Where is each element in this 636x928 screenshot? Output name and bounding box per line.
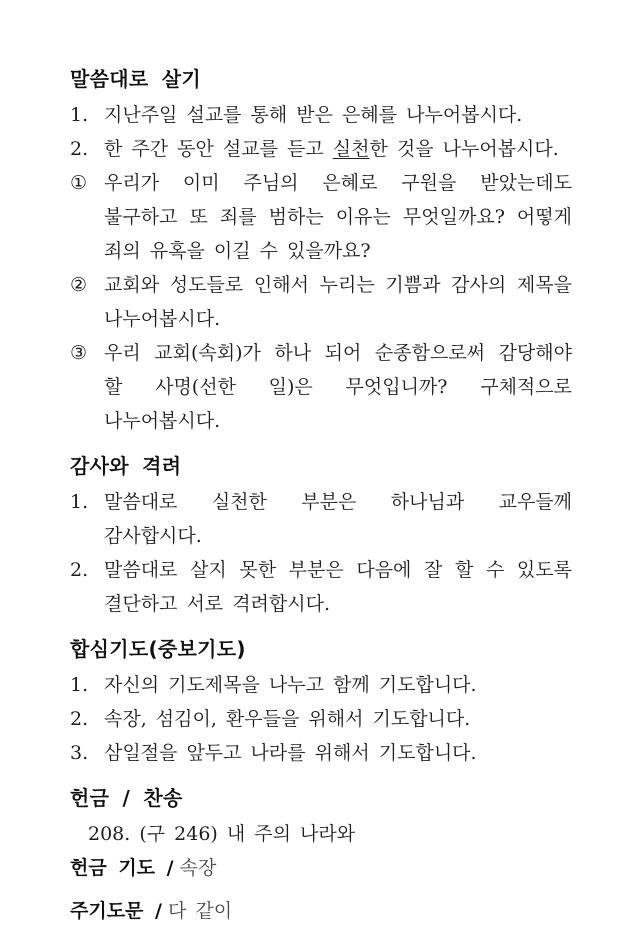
item-marker: 1. (70, 674, 89, 696)
section-united-prayer (70, 634, 572, 770)
item-text: 자신의 기도제목을 나누고 함께 기도합니다. (104, 674, 477, 696)
list-item (70, 702, 572, 736)
list-item (70, 668, 572, 702)
list-item (70, 166, 572, 268)
item-text: 말씀대로 살지 못한 부분은 다음에 잘 할 수 있도록 결단하고 서로 격려합시다. (104, 559, 572, 615)
lords-prayer-label: 주기도문 / (70, 900, 162, 922)
list-item (70, 736, 572, 770)
lords-prayer-line (70, 894, 572, 928)
item-marker: 1. (70, 491, 89, 513)
hymn-line: 208. (구 246) 내 주의 나라와 (88, 823, 356, 845)
item-marker: 1. (70, 104, 89, 126)
list-item (70, 553, 572, 621)
item-marker: 3. (70, 742, 89, 764)
section-heading: 합심기도(중보기도) (70, 637, 246, 661)
item-text: 우리가 이미 주님의 은혜로 구원을 받았는데도 불구하고 또 죄를 범하는 이유는 무엇일까요? 어떻게 죄의 유혹을 이길 수 있을까요? (104, 172, 572, 262)
item-marker: 2. (70, 559, 89, 581)
item-text-post: 한 것을 나누어봅시다. (369, 138, 559, 160)
item-text: 우리 교회(속회)가 하나 되어 순종함으로써 감당해야 할 사명(선한 일)은 무엇입니까? 구체적으로 나누어봅시다. (104, 342, 572, 432)
list-item (70, 268, 572, 336)
section-thanks-and-encouragement (70, 451, 572, 621)
list-item (70, 336, 572, 438)
offering-prayer-line (70, 851, 572, 885)
item-text: 교회와 성도들로 인해서 누리는 기쁨과 감사의 제목을 나누어봅시다. (104, 274, 572, 330)
section-living-by-the-word (70, 64, 572, 438)
offering-prayer-label: 헌금 기도 / (70, 857, 174, 879)
item-marker-circled-3: ③ (70, 342, 88, 364)
item-text: 지난주일 설교를 통해 받은 은혜를 나누어봅시다. (104, 104, 523, 126)
list-item (70, 98, 572, 132)
item-text (104, 132, 572, 166)
item-text-pre: 한 주간 동안 설교를 듣고 (104, 138, 333, 160)
list-item (70, 132, 572, 166)
item-marker-circled-2: ② (70, 274, 88, 296)
item-text: 삼일절을 앞두고 나라를 위해서 기도합니다. (104, 742, 477, 764)
item-marker-circled-1: ① (70, 172, 88, 194)
item-text: 속장, 섬김이, 환우들을 위해서 기도합니다. (104, 708, 471, 730)
underlined-word: 실천 (332, 138, 370, 160)
section-offering-and-hymn (70, 783, 572, 928)
offering-prayer-value: 속장 (179, 857, 217, 879)
item-marker: 2. (70, 708, 89, 730)
section-heading: 헌금 / 찬송 (70, 786, 183, 810)
item-text: 말씀대로 실천한 부분은 하나님과 교우들께 감사합시다. (104, 491, 572, 547)
lords-prayer-value: 다 같이 (167, 900, 233, 922)
section-heading: 감사와 격려 (70, 454, 182, 478)
item-marker: 2. (70, 138, 89, 160)
list-item (70, 485, 572, 553)
section-heading: 말씀대로 살기 (70, 67, 201, 91)
